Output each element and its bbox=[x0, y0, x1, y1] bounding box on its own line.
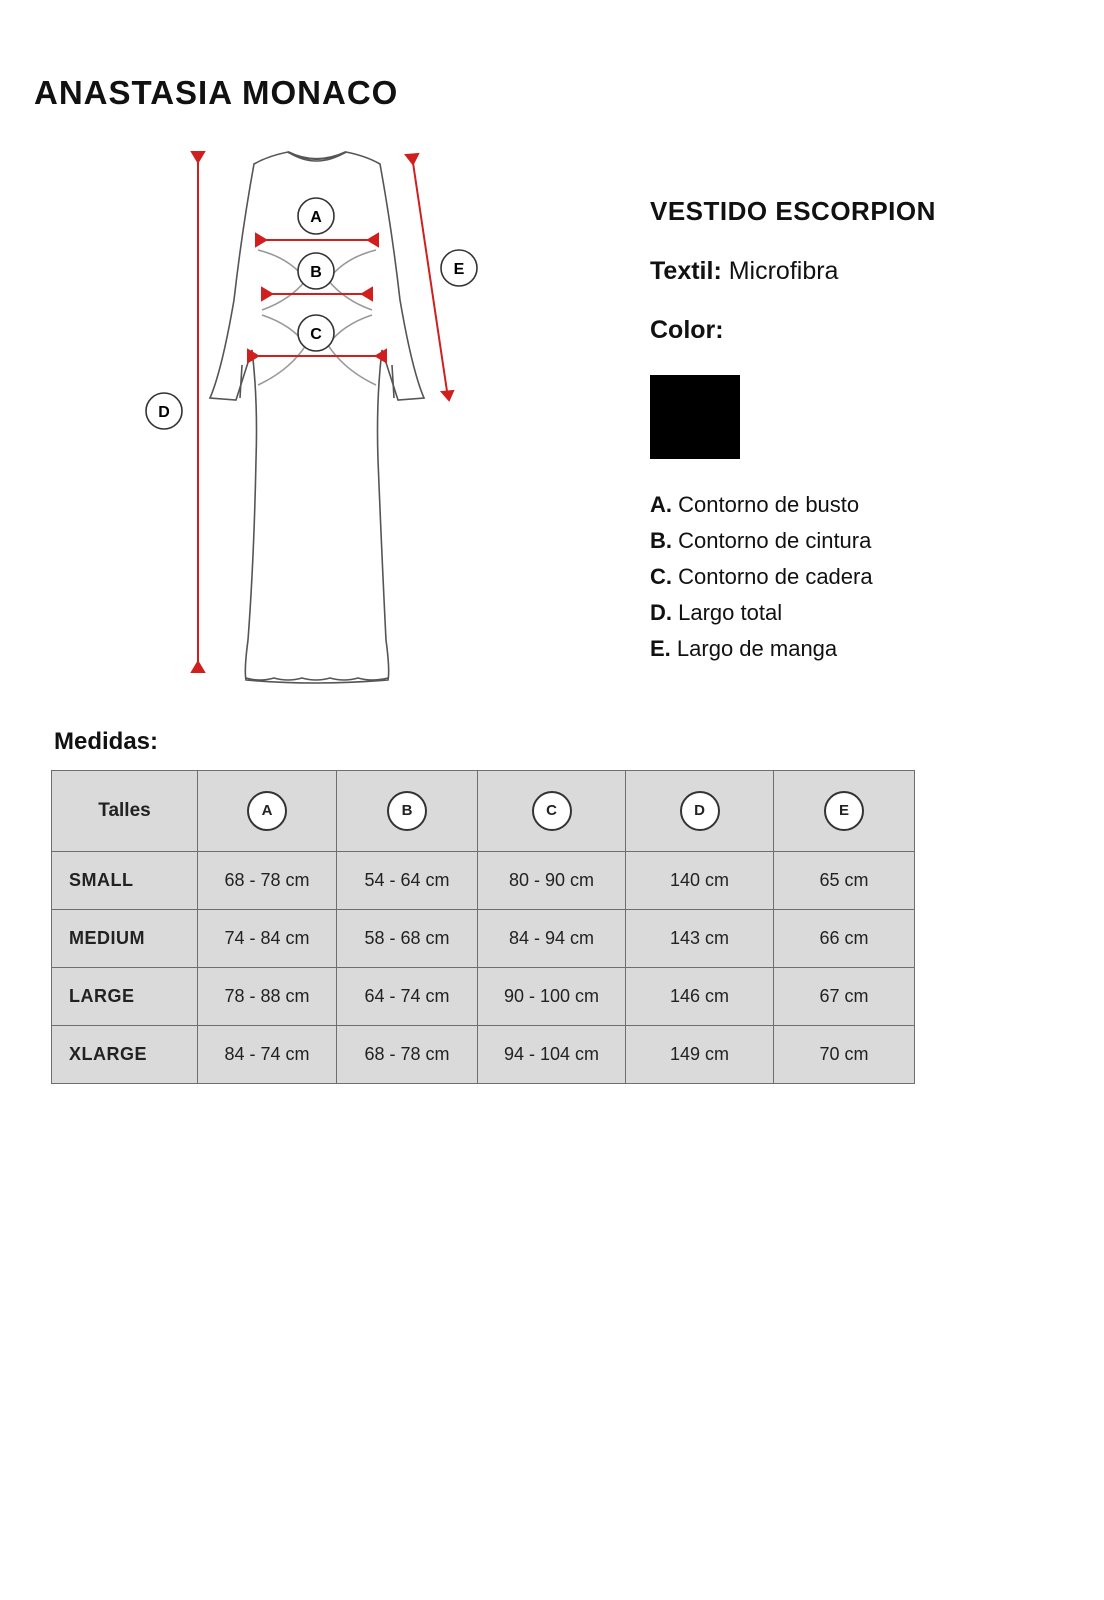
header-b bbox=[337, 771, 478, 852]
header-talles: Talles bbox=[52, 771, 198, 852]
legend-label: Contorno de busto bbox=[678, 492, 860, 517]
legend-item bbox=[650, 490, 873, 526]
table-cell: 54 - 64 cm bbox=[337, 852, 478, 910]
table-row bbox=[52, 968, 915, 1026]
marker-b-label: B bbox=[310, 264, 322, 281]
marker-e-label: E bbox=[453, 261, 465, 278]
header-b-circle: B bbox=[387, 791, 427, 831]
marker-d-label: D bbox=[158, 404, 170, 421]
marker-d bbox=[146, 393, 182, 429]
color-label: Color: bbox=[650, 316, 724, 344]
size-cell: XLARGE bbox=[52, 1026, 198, 1084]
table-cell: 67 cm bbox=[774, 968, 915, 1026]
table-cell: 58 - 68 cm bbox=[337, 910, 478, 968]
size-cell: SMALL bbox=[52, 852, 198, 910]
table-cell: 143 cm bbox=[626, 910, 774, 968]
legend-label: Contorno de cintura bbox=[678, 528, 872, 553]
table-cell: 74 - 84 cm bbox=[198, 910, 337, 968]
legend-key: C. bbox=[650, 564, 672, 589]
header-a-circle: A bbox=[247, 791, 287, 831]
legend-key: D. bbox=[650, 600, 672, 625]
marker-b bbox=[298, 253, 334, 289]
marker-c bbox=[298, 315, 334, 351]
textil-label: Textil: bbox=[650, 257, 722, 285]
table-cell: 90 - 100 cm bbox=[478, 968, 626, 1026]
marker-c-label: C bbox=[310, 326, 322, 343]
legend-key: E. bbox=[650, 636, 671, 661]
table-cell: 84 - 74 cm bbox=[198, 1026, 337, 1084]
product-title: VESTIDO ESCORPION bbox=[650, 196, 936, 226]
color-swatch bbox=[650, 375, 740, 459]
legend-item bbox=[650, 598, 873, 634]
marker-a-label: A bbox=[310, 209, 322, 226]
product-info bbox=[650, 196, 1070, 459]
header-a bbox=[198, 771, 337, 852]
brand-title: ANASTASIA MONACO bbox=[34, 74, 399, 111]
textil-value: Microfibra bbox=[728, 257, 839, 285]
legend-item bbox=[650, 634, 873, 670]
table-cell: 146 cm bbox=[626, 968, 774, 1026]
legend-key: B. bbox=[650, 528, 672, 553]
header-e-circle: E bbox=[824, 791, 864, 831]
measure-legend bbox=[650, 490, 873, 670]
table-cell: 78 - 88 cm bbox=[198, 968, 337, 1026]
marker-e bbox=[441, 250, 477, 286]
legend-item bbox=[650, 526, 873, 562]
header-c-circle: C bbox=[532, 791, 572, 831]
dress-diagram bbox=[130, 140, 500, 700]
legend-item bbox=[650, 562, 873, 598]
table-cell: 68 - 78 cm bbox=[198, 852, 337, 910]
legend-label: Largo de manga bbox=[676, 636, 838, 661]
textil-row bbox=[650, 257, 1070, 286]
size-table bbox=[51, 770, 915, 1084]
size-cell: LARGE bbox=[52, 968, 198, 1026]
header-d bbox=[626, 771, 774, 852]
table-header-row bbox=[52, 771, 915, 852]
table-cell: 68 - 78 cm bbox=[337, 1026, 478, 1084]
size-cell: MEDIUM bbox=[52, 910, 198, 968]
table-cell: 70 cm bbox=[774, 1026, 915, 1084]
table-row bbox=[52, 852, 915, 910]
table-cell: 80 - 90 cm bbox=[478, 852, 626, 910]
header-e bbox=[774, 771, 915, 852]
table-cell: 84 - 94 cm bbox=[478, 910, 626, 968]
legend-key: A. bbox=[650, 492, 672, 517]
table-cell: 64 - 74 cm bbox=[337, 968, 478, 1026]
header-c bbox=[478, 771, 626, 852]
table-cell: 66 cm bbox=[774, 910, 915, 968]
medidas-label: Medidas: bbox=[54, 728, 159, 755]
table-cell: 140 cm bbox=[626, 852, 774, 910]
table-cell: 65 cm bbox=[774, 852, 915, 910]
marker-a bbox=[298, 198, 334, 234]
table-row bbox=[52, 910, 915, 968]
legend-label: Largo total bbox=[678, 600, 783, 625]
legend-label: Contorno de cadera bbox=[678, 564, 873, 589]
header-d-circle: D bbox=[680, 791, 720, 831]
table-cell: 149 cm bbox=[626, 1026, 774, 1084]
table-row bbox=[52, 1026, 915, 1084]
table-cell: 94 - 104 cm bbox=[478, 1026, 626, 1084]
